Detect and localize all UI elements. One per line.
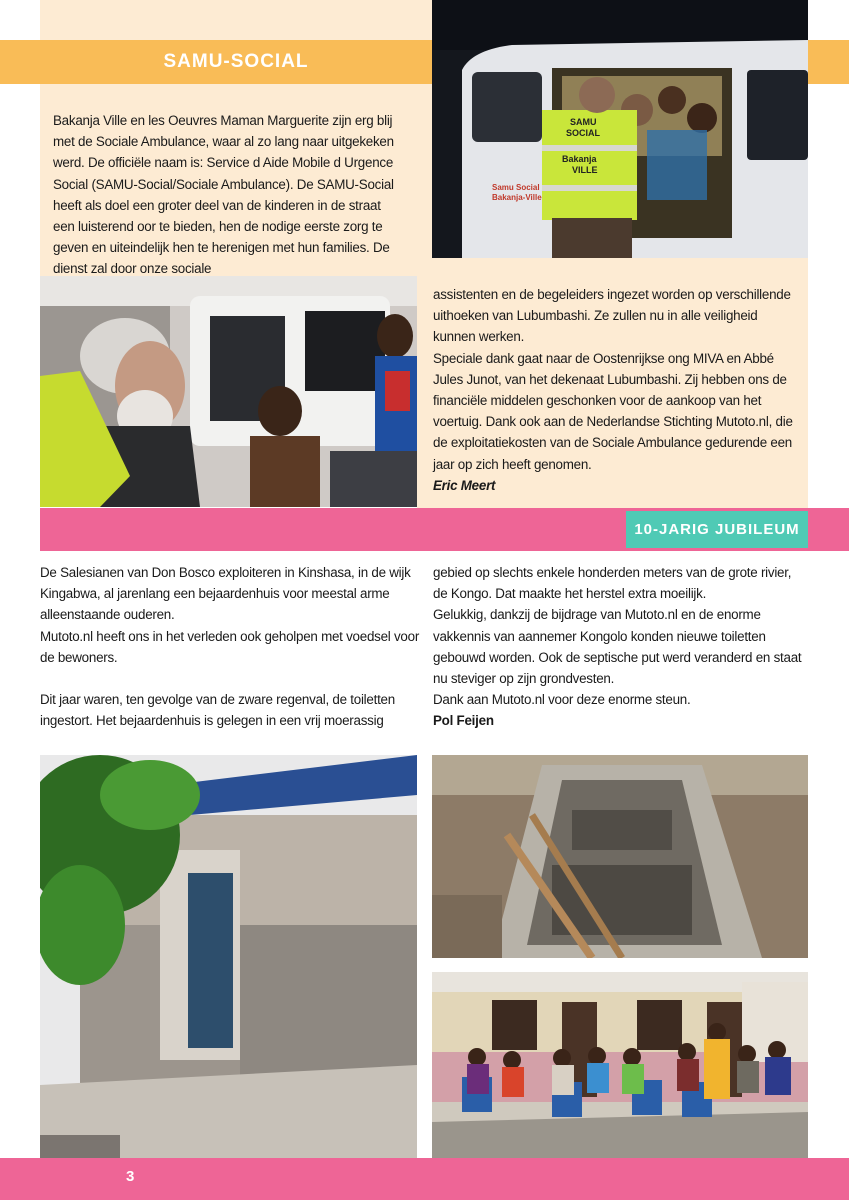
photo-elderly-residents <box>432 972 808 1158</box>
vest-text-3: Bakanja <box>562 154 597 164</box>
samu-text-col2 <box>433 284 801 496</box>
samu-text-col1 <box>53 110 405 280</box>
photo-septic-pit <box>432 755 808 958</box>
photo-toilet-building <box>40 755 417 1158</box>
samu-paragraph-2: assistenten en de begeleiders ingezet worden op verschillende uithoeken van Lubumbashi. Ze zullen nu in alle veiligheid kunnen werken. <box>433 287 791 345</box>
photo-inside-van <box>40 276 417 507</box>
jubileum-author: Pol Feijen <box>433 713 494 729</box>
samu-section-title: SAMU-SOCIAL <box>163 51 309 72</box>
jubileum-paragraph-2: Mutoto.nl heeft ons in het verleden ook geholpen met voedsel voor de bewoners. <box>40 628 420 665</box>
van-side-text-2: Bakanja-Ville <box>492 193 542 202</box>
jubileum-paragraph-6: Dank aan Mutoto.nl voor deze enorme steun. <box>433 692 691 708</box>
van-side-text-1: Samu Social <box>492 183 540 192</box>
jubileum-text-col2 <box>433 562 809 732</box>
vest-text-2: SOCIAL <box>566 128 601 138</box>
samu-header-band-right <box>808 40 849 84</box>
samu-paragraph-1: Bakanja Ville en les Oeuvres Maman Marguerite zijn erg blij met de Sociale Ambulance, waar al zo lang naar uitgekeken werd. De officiële naam is: Service d Aide Mobile d Urgence Social (SAMU-Social/Sociale Ambulance). De SAMU-Social heeft als doel een groter deel van de kinderen in de straat een luisterend oor te bieden, hen de nodige eerste zorg te geven en uiteindelijk hen te herenigen met hun families. De dienst zal door onze sociale <box>53 113 394 277</box>
samu-paragraph-3: Speciale dank gaat naar de Oostenrijkse ong MIVA en Abbé Jules Junot, van het dekenaat Lubumbashi. Zij hebben ons de financiële middelen geschonken voor de aankoop van het voertuig. Dank ook aan de Nederlandse Stichting Mutoto.nl, die de exploitatiekosten van de Sociale Ambulance gedurende een jaar op zich heeft genomen. <box>433 350 793 472</box>
photo-ambulance-van <box>432 0 808 258</box>
page-number: 3 <box>126 1168 135 1185</box>
jubileum-paragraph-1: De Salesianen van Don Bosco exploiteren in Kinshasa, in de wijk Kingabwa, al jarenlang een bejaardenhuis voor meestal arme alleenstaande ouderen. <box>40 565 411 623</box>
jubileum-section-title: 10-JARIG JUBILEUM <box>626 511 808 548</box>
jubileum-text-col1 <box>40 562 420 731</box>
jubileum-paragraph-4: gebied op slechts enkele honderden meters van de grote rivier, de Kongo. Dat maakte het herstel extra moeilijk. <box>433 565 792 602</box>
vest-text-1: SAMU <box>570 117 597 127</box>
samu-author: Eric Meert <box>433 477 496 493</box>
jubileum-paragraph-3: Dit jaar waren, ten gevolge van de zware regenval, de toiletten ingestort. Het bejaardenhuis is gelegen in een vrij moerassig <box>40 692 395 729</box>
jubileum-paragraph-5: Gelukkig, dankzij de bijdrage van Mutoto.nl en de enorme vakkennis van aannemer Kongolo konden nieuwe toiletten gebouwd worden. Ook de septische put werd veranderd en staat nu steviger op zijn grondvesten. <box>433 607 802 687</box>
vest-text-4: VILLE <box>572 165 598 175</box>
